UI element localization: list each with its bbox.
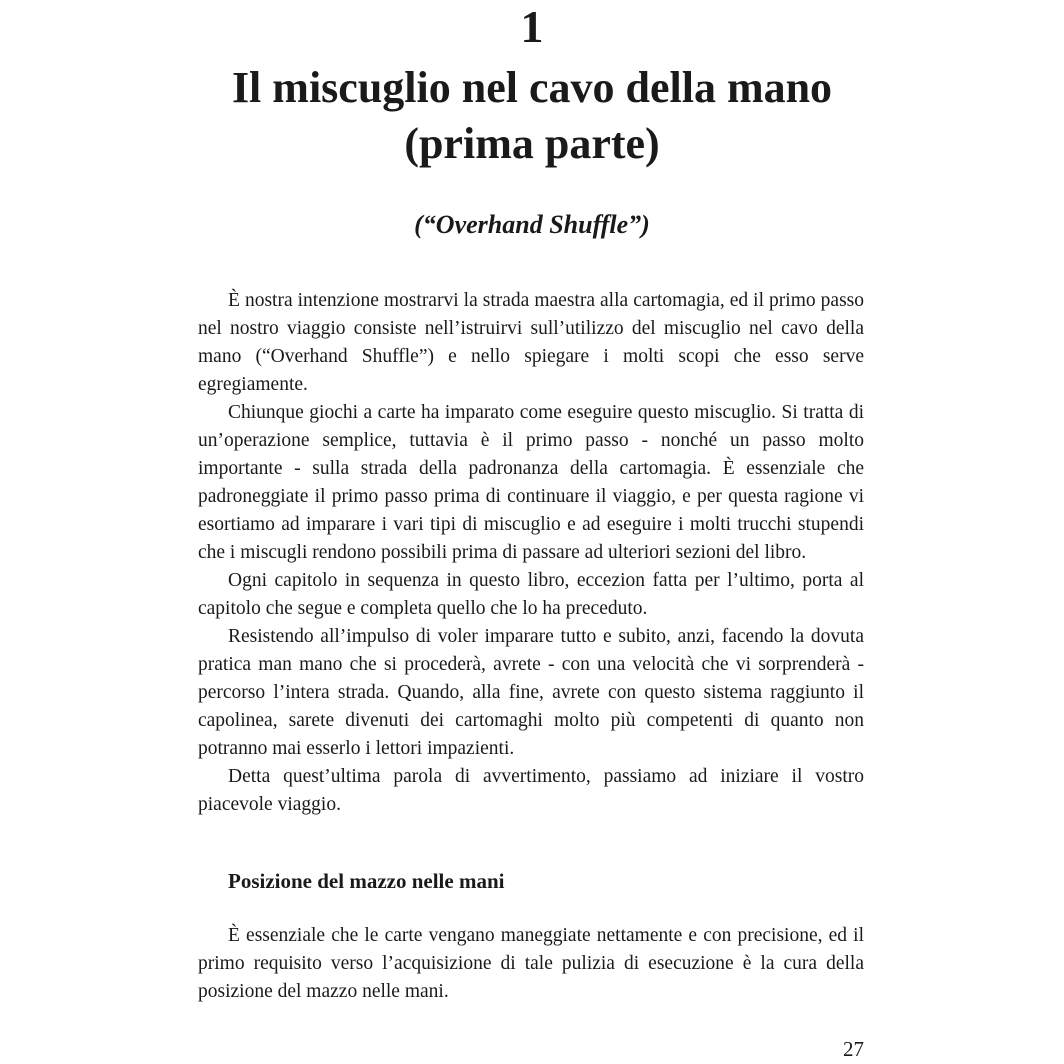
chapter-subtitle: (“Overhand Shuffle”) <box>414 210 650 239</box>
section-text <box>198 922 864 1006</box>
paragraph: È nostra intenzione mostrarvi la strada maestra alla cartomagia, ed il primo passo nel nostro viaggio consiste nell’istruirvi sull’utilizzo del miscuglio nel cavo della mano (“Overhand Shuffle”) e nello spiegare i molti scopi che esso serve egregiamente. <box>198 290 864 395</box>
paragraph: Detta quest’ultima parola di avvertimento, passiamo ad iniziare il vostro piacevole viaggio. <box>198 766 864 815</box>
section-heading: Posizione del mazzo nelle mani <box>228 869 505 893</box>
paragraph: Chiunque giochi a carte ha imparato come eseguire questo miscuglio. Si tratta di un’operazione semplice, tuttavia è il primo passo - nonché un passo molto importante - sulla strada della padronanza della cartomagia. È essenziale che padroneggiate il primo passo prima di continuare il viaggio, e per questa ragione vi esortiamo ad imparare i vari tipi di miscuglio e ad eseguire i molti trucchi stupendi che i miscugli rendono possibili prima di passare ad ulteriori sezioni del libro. <box>198 402 864 563</box>
chapter-title-line-1: Il miscuglio nel cavo della mano <box>231 63 833 112</box>
page-number: 27 <box>843 1037 864 1061</box>
chapter-title <box>0 60 1064 172</box>
intro-text <box>198 287 864 819</box>
paragraph: Resistendo all’impulso di voler imparare tutto e subito, anzi, facendo la dovuta pratica man mano che si procederà, avrete - con una velocità che vi sorprenderà - percorso l’intera strada. Quando, alla fine, avrete con questo sistema raggiunto il capolinea, sarete divenuti dei cartomaghi molto più competenti di quanto non potranno mai esserlo i lettori impazienti. <box>198 626 864 759</box>
paragraph: È essenziale che le carte vengano maneggiate nettamente e con precisione, ed il primo requisito verso l’acquisizione di tale pulizia di esecuzione è la cura della posizione del mazzo nelle mani. <box>198 925 864 1002</box>
chapter-title-line-2: (prima parte) <box>404 119 660 168</box>
paragraph: Ogni capitolo in sequenza in questo libro, eccezion fatta per l’ultimo, porta al capitolo che segue e completa quello che lo ha preceduto. <box>198 570 864 619</box>
chapter-number: 1 <box>520 1 544 52</box>
